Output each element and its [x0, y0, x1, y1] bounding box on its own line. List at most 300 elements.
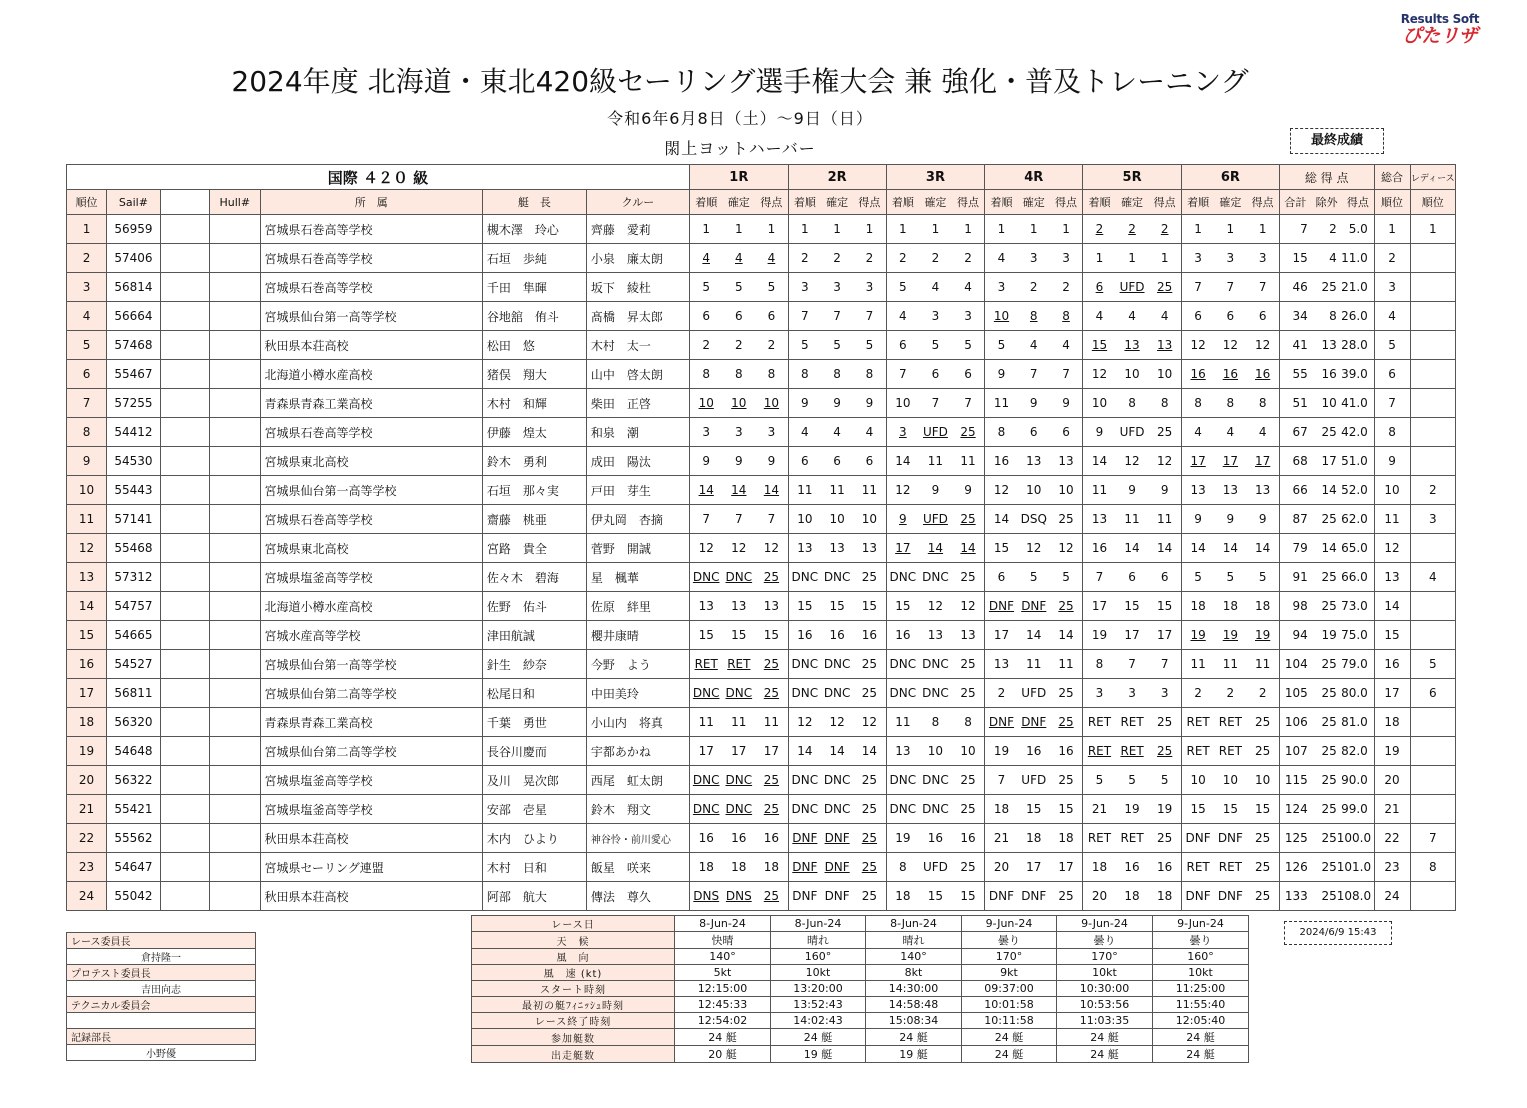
race-value: 25 — [1058, 889, 1074, 903]
race-cell — [788, 273, 886, 302]
race-value: 19 — [1190, 628, 1206, 642]
race-value: 13 — [1124, 338, 1140, 352]
race-cell — [788, 679, 886, 708]
race-value: DNS — [725, 889, 752, 903]
rank-cell: 16 — [67, 650, 107, 679]
race-value: 10 — [1058, 483, 1074, 497]
total-score: 26.0 — [1341, 309, 1368, 323]
race-value: 15 — [1157, 599, 1173, 613]
race-value: 14 — [698, 483, 714, 497]
total-sum: 107 — [1284, 744, 1308, 758]
race-info-value: 9kt — [962, 965, 1057, 981]
total-sum: 125 — [1284, 831, 1308, 845]
race-value: 9 — [931, 483, 940, 497]
blank-cell — [160, 882, 209, 911]
race-info-value: 160° — [1153, 949, 1249, 965]
blank-cell — [160, 360, 209, 389]
crew-cell: 戸田 芽生 — [586, 476, 689, 505]
race-cell — [788, 389, 886, 418]
total-sum: 67 — [1292, 425, 1308, 439]
race-value: 13 — [1190, 483, 1206, 497]
race-value: 1 — [1095, 251, 1104, 265]
race-value: 9 — [1095, 425, 1104, 439]
race-info-row — [472, 932, 1249, 949]
race-value: 19 — [993, 744, 1010, 758]
affiliation-cell: 宮城県仙台第一高等学校 — [260, 650, 482, 679]
race-info-value: 160° — [771, 949, 866, 965]
total-excluded: 19 — [1321, 628, 1337, 642]
race-value: 21 — [1091, 802, 1108, 816]
race-value: 25 — [861, 889, 878, 903]
race-value: 16 — [731, 831, 747, 845]
race-cell — [1181, 650, 1279, 679]
race-value: 7 — [997, 773, 1006, 787]
crew-cell: 小山内 将真 — [586, 708, 689, 737]
race-cell — [886, 505, 985, 534]
skipper-cell: 宮路 貴全 — [482, 534, 586, 563]
race-value: 6 — [997, 570, 1006, 584]
total-cell — [1279, 795, 1374, 824]
event-venue: 閖上ヨットハーバー — [664, 139, 816, 158]
sail-cell: 56320 — [107, 708, 161, 737]
race-cell — [1083, 273, 1182, 302]
total-sum: 124 — [1284, 802, 1308, 816]
race-value: 17 — [731, 744, 747, 758]
race-cell — [1181, 505, 1279, 534]
total-score: 65.0 — [1341, 541, 1368, 555]
ladies-rank-cell — [1410, 534, 1455, 563]
skipper-cell: 千葉 勇世 — [482, 708, 586, 737]
race-cell — [788, 621, 886, 650]
table-row — [67, 360, 1456, 389]
affiliation-header: 所 属 — [260, 190, 482, 215]
committee-label: レース委員長 — [67, 933, 256, 949]
race-value: 4 — [997, 251, 1006, 265]
race-value: 11 — [1124, 512, 1140, 526]
race-value: DNC — [692, 686, 720, 700]
affiliation-cell: 宮城県仙台第二高等学校 — [260, 737, 482, 766]
race-value: 15 — [1026, 802, 1042, 816]
total-sum: 106 — [1284, 715, 1308, 729]
race-value: 1 — [1062, 222, 1070, 236]
race-cell — [1181, 331, 1279, 360]
race-cell — [886, 737, 985, 766]
race-cell — [1181, 389, 1279, 418]
logo-line2: ぴたリザ — [1402, 25, 1478, 47]
overall-rank-cell: 22 — [1374, 824, 1410, 853]
race-value: 11 — [731, 715, 747, 729]
crew-cell: 木村 太一 — [586, 331, 689, 360]
race-value: 25 — [1255, 860, 1271, 874]
class-name: 国際 ４２０ 級 — [67, 165, 690, 190]
race-value: 4 — [1226, 425, 1235, 439]
total-score: 82.0 — [1341, 744, 1368, 758]
total-excluded: 25 — [1321, 802, 1337, 816]
race-value: 25 — [960, 802, 976, 816]
race-value: 16 — [1222, 367, 1239, 381]
race-subheader — [1083, 190, 1182, 215]
race-subheader-label: 着順 — [1088, 196, 1111, 209]
race-value: 4 — [1029, 338, 1038, 352]
race-value: 6 — [767, 309, 776, 323]
race-cell — [1181, 447, 1279, 476]
race-cell — [985, 476, 1083, 505]
race-value: 16 — [1026, 744, 1042, 758]
total-score: 80.0 — [1341, 686, 1368, 700]
race-cell — [788, 737, 886, 766]
race-value: 7 — [833, 309, 841, 323]
race-value: 2 — [1128, 222, 1136, 236]
crew-cell: 飯星 咲来 — [586, 853, 689, 882]
overall-rank-cell: 6 — [1374, 360, 1410, 389]
race-cell — [985, 331, 1083, 360]
sail-cell: 54665 — [107, 621, 161, 650]
race-value: 7 — [702, 512, 711, 526]
race-info-value: 24 艇 — [1057, 1046, 1153, 1063]
race-value: 25 — [861, 773, 878, 787]
total-excluded: 2 — [1329, 222, 1337, 236]
rank-cell: 20 — [67, 766, 107, 795]
race-value: DSQ — [1020, 512, 1047, 526]
race-info-label: 出走艇数 — [472, 1046, 675, 1063]
race-value: 18 — [763, 860, 780, 874]
race-value: 25 — [763, 570, 780, 584]
race-value: 2 — [1095, 222, 1104, 236]
race-value: 5 — [1029, 570, 1038, 584]
race-cell — [788, 882, 886, 911]
race-value: DNC — [725, 686, 753, 700]
sail-cell: 56322 — [107, 766, 161, 795]
race-cell — [689, 418, 788, 447]
skipper-cell: 齋藤 桃亜 — [482, 505, 586, 534]
race-value: 11 — [895, 715, 911, 729]
race-value: 15 — [1190, 802, 1206, 816]
race-cell — [689, 679, 788, 708]
race-cell — [1083, 389, 1182, 418]
race-value: 25 — [763, 802, 780, 816]
sail-cell: 54530 — [107, 447, 161, 476]
rank-cell: 15 — [67, 621, 107, 650]
race-subheader-label: 着順 — [891, 196, 914, 209]
race-cell — [1181, 621, 1279, 650]
race-value: DNC — [889, 773, 917, 787]
race-cell — [985, 621, 1083, 650]
race-value: 12 — [731, 541, 747, 555]
race-value: 14 — [1124, 541, 1140, 555]
hull-cell — [210, 447, 260, 476]
total-excluded: 25 — [1321, 425, 1337, 439]
race-info-value: 19 艇 — [866, 1046, 962, 1063]
race-value: 3 — [865, 280, 874, 294]
race-value: RET — [1087, 715, 1112, 729]
race-value: 2 — [964, 251, 972, 265]
blank-cell — [160, 331, 209, 360]
race-value: UFD — [1119, 280, 1145, 294]
race-value: DNF — [792, 889, 818, 903]
race-value: 8 — [801, 367, 809, 381]
race-value: 8 — [702, 367, 711, 381]
race-info-value: 10:01:58 — [962, 997, 1057, 1013]
race-value: 16 — [1091, 541, 1108, 555]
race-value: 4 — [833, 425, 841, 439]
crew-cell: 和泉 潮 — [586, 418, 689, 447]
race-subheader-label: 得点 — [1153, 196, 1176, 209]
committee-name: 吉田向志 — [67, 981, 256, 997]
race-info-value: 8-Jun-24 — [675, 916, 771, 932]
race-info-label: 最初の艇ﾌｨﾆｯｼｭ時刻 — [472, 997, 675, 1013]
skipper-cell: 松田 悠 — [482, 331, 586, 360]
race-value: 15 — [1255, 802, 1271, 816]
rank-cell: 3 — [67, 273, 107, 302]
committee-label-row — [67, 997, 256, 1013]
race-info-value: 09:37:00 — [962, 981, 1057, 997]
race-cell — [1181, 708, 1279, 737]
race-value: 16 — [797, 628, 813, 642]
total-sum: 115 — [1284, 773, 1308, 787]
skipper-cell: 木村 日和 — [482, 853, 586, 882]
affiliation-cell: 秋田県本荘高校 — [260, 882, 482, 911]
total-excluded: 8 — [1329, 309, 1337, 323]
total-score: 62.0 — [1341, 512, 1368, 526]
race-value: 5 — [1258, 570, 1267, 584]
race-cell — [1083, 621, 1182, 650]
race-value: 15 — [1222, 802, 1239, 816]
race-value: 10 — [1026, 483, 1042, 497]
race-value: 6 — [1194, 309, 1202, 323]
total-cell — [1279, 737, 1374, 766]
race-value: 11 — [763, 715, 780, 729]
total-sum: 105 — [1284, 686, 1308, 700]
race-value: 12 — [1091, 367, 1108, 381]
race-cell — [788, 302, 886, 331]
total-cell — [1279, 273, 1374, 302]
overall-rank-cell: 19 — [1374, 737, 1410, 766]
table-row — [67, 795, 1456, 824]
crew-cell: 齊藤 愛莉 — [586, 215, 689, 244]
race-value: 4 — [964, 280, 972, 294]
race-value: 9 — [702, 454, 711, 468]
race-value: 12 — [927, 599, 944, 613]
race-value: RET — [1120, 831, 1144, 845]
race-value: 19 — [1091, 628, 1108, 642]
hull-cell — [210, 592, 260, 621]
race-cell — [1181, 592, 1279, 621]
sail-cell: 54527 — [107, 650, 161, 679]
overall-rank-cell: 2 — [1374, 244, 1410, 273]
race-value: 8 — [1029, 309, 1038, 323]
race-value: 25 — [1058, 599, 1074, 613]
total-cell — [1279, 853, 1374, 882]
race-value: 25 — [861, 686, 878, 700]
race-cell — [1083, 679, 1182, 708]
race-value: 25 — [763, 773, 780, 787]
race-cell — [1083, 824, 1182, 853]
blank-cell — [160, 534, 209, 563]
affiliation-cell: 宮城水産高等学校 — [260, 621, 482, 650]
total-score: 39.0 — [1341, 367, 1368, 381]
race-cell — [886, 882, 985, 911]
total-score: 51.0 — [1341, 454, 1368, 468]
race-value: 7 — [1194, 280, 1202, 294]
race-value: DNC — [725, 773, 753, 787]
hull-cell — [210, 621, 260, 650]
race-value: 9 — [767, 454, 776, 468]
race-cell — [1181, 244, 1279, 273]
blank-cell — [160, 418, 209, 447]
rank-cell: 7 — [67, 389, 107, 418]
race-cell — [788, 215, 886, 244]
race-cell — [985, 505, 1083, 534]
affiliation-cell: 青森県青森工業高校 — [260, 708, 482, 737]
rank-cell: 11 — [67, 505, 107, 534]
race-value: 3 — [1160, 686, 1169, 700]
race-cell — [689, 650, 788, 679]
race-value: 18 — [1190, 599, 1206, 613]
event-dates: 令和6年6月8日（土）～9日（日） — [607, 109, 873, 128]
table-row — [67, 679, 1456, 708]
rank-cell: 14 — [67, 592, 107, 621]
total-score: 41.0 — [1341, 396, 1368, 410]
race-value: 25 — [960, 657, 976, 671]
rank-cell: 2 — [67, 244, 107, 273]
race-info-value: 24 艇 — [675, 1029, 771, 1046]
total-score: 73.0 — [1341, 599, 1368, 613]
race-value: 25 — [1058, 715, 1074, 729]
race-info-value: 9-Jun-24 — [962, 916, 1057, 932]
race-value: 3 — [801, 280, 809, 294]
race-cell — [689, 360, 788, 389]
race-value: 10 — [895, 396, 911, 410]
race-value: 5 — [702, 280, 711, 294]
blank-cell — [160, 389, 209, 418]
race-cell — [886, 302, 985, 331]
race-info-value: 8-Jun-24 — [771, 916, 866, 932]
affiliation-cell: 宮城県仙台第一高等学校 — [260, 476, 482, 505]
race-subheader-label: 得点 — [957, 196, 980, 209]
race-cell — [788, 853, 886, 882]
page-title: 2024年度 北海道・東北420級セーリング選手権大会 兼 強化・普及トレーニング — [231, 65, 1249, 98]
race-info-value: 10:11:58 — [962, 1013, 1057, 1029]
race-value: 15 — [1058, 802, 1074, 816]
race-info-value: 12:15:00 — [675, 981, 771, 997]
committee-table — [66, 932, 256, 1061]
race-subheader-label: 得点 — [1251, 196, 1274, 209]
ladies-rank-cell — [1410, 273, 1455, 302]
committee-label-row — [67, 933, 256, 949]
race-info-label: 参加艇数 — [472, 1029, 675, 1046]
race-cell — [689, 621, 788, 650]
race-info-value: 19 艇 — [771, 1046, 866, 1063]
race-value: 11 — [960, 454, 976, 468]
ladies-rank-cell: 3 — [1410, 505, 1455, 534]
skipper-cell: 石垣 那々実 — [482, 476, 586, 505]
race-value: 17 — [1091, 599, 1108, 613]
race-cell — [1181, 360, 1279, 389]
committee-name: 倉持隆一 — [67, 949, 256, 965]
race-value: 12 — [797, 715, 813, 729]
ladies-rank-cell — [1410, 621, 1455, 650]
race-cell — [985, 592, 1083, 621]
overall-rank-header: 順位 — [1374, 190, 1410, 215]
sail-cell: 55468 — [107, 534, 161, 563]
race-value: 11 — [993, 396, 1010, 410]
hull-cell — [210, 389, 260, 418]
race-info-value: 10kt — [1153, 965, 1249, 981]
crew-cell: 宇都あかね — [586, 737, 689, 766]
race-value: 13 — [698, 599, 714, 613]
race-value: 13 — [993, 657, 1010, 671]
total-excluded: 25 — [1321, 599, 1337, 613]
race-info-row — [472, 997, 1249, 1013]
race-info-row — [472, 1029, 1249, 1046]
race-cell — [1181, 853, 1279, 882]
total-score: 75.0 — [1341, 628, 1368, 642]
race-value: RET — [727, 657, 751, 671]
race-value: 10 — [1222, 773, 1239, 787]
race-value: 11 — [1091, 483, 1108, 497]
race-value: DNC — [889, 802, 917, 816]
ladies-rank-cell — [1410, 360, 1455, 389]
race-cell — [1083, 563, 1182, 592]
race-value: 25 — [1255, 831, 1271, 845]
total-excluded: 25 — [1321, 280, 1337, 294]
overall-rank-cell: 13 — [1374, 563, 1410, 592]
race-value: 8 — [1160, 396, 1169, 410]
race-value: 14 — [731, 483, 747, 497]
race-value: DNF — [824, 831, 850, 845]
sail-cell: 56814 — [107, 273, 161, 302]
race-cell — [886, 795, 985, 824]
race-value: DNC — [791, 570, 819, 584]
rank-cell: 19 — [67, 737, 107, 766]
race-value: DNC — [692, 802, 720, 816]
race-value: 12 — [993, 483, 1010, 497]
race-value: 17 — [698, 744, 714, 758]
race-value: 17 — [1255, 454, 1271, 468]
affiliation-cell: 秋田県本荘高校 — [260, 824, 482, 853]
blank-cell — [160, 244, 209, 273]
race-value: 14 — [763, 483, 780, 497]
ladies-rank-cell: 2 — [1410, 476, 1455, 505]
race-info-row — [472, 1046, 1249, 1063]
race-value: 9 — [833, 396, 841, 410]
race-subheader — [1181, 190, 1279, 215]
race-value: 17 — [1222, 454, 1239, 468]
race-subheader — [788, 190, 886, 215]
race-info-value: 10kt — [1057, 965, 1153, 981]
race-value: 12 — [1058, 541, 1074, 555]
race-value: 9 — [1029, 396, 1038, 410]
race-cell — [1083, 360, 1182, 389]
race-value: 25 — [1157, 280, 1173, 294]
ladies-rank-cell: 1 — [1410, 215, 1455, 244]
race-cell — [1083, 766, 1182, 795]
overall-rank-cell: 10 — [1374, 476, 1410, 505]
race-info-value: 24 艇 — [1153, 1029, 1249, 1046]
race-value: 2 — [1226, 686, 1235, 700]
blank-cell — [160, 650, 209, 679]
race-value: 20 — [993, 860, 1010, 874]
overall-rank-cell: 3 — [1374, 273, 1410, 302]
total-score: 11.0 — [1341, 251, 1368, 265]
rank-cell: 13 — [67, 563, 107, 592]
race-info-value: 24 艇 — [962, 1046, 1057, 1063]
ladies-rank-cell — [1410, 244, 1455, 273]
race-value: 25 — [1255, 744, 1271, 758]
race-cell — [1181, 679, 1279, 708]
ladies-rank-cell: 4 — [1410, 563, 1455, 592]
race-value: DNF — [1185, 831, 1211, 845]
